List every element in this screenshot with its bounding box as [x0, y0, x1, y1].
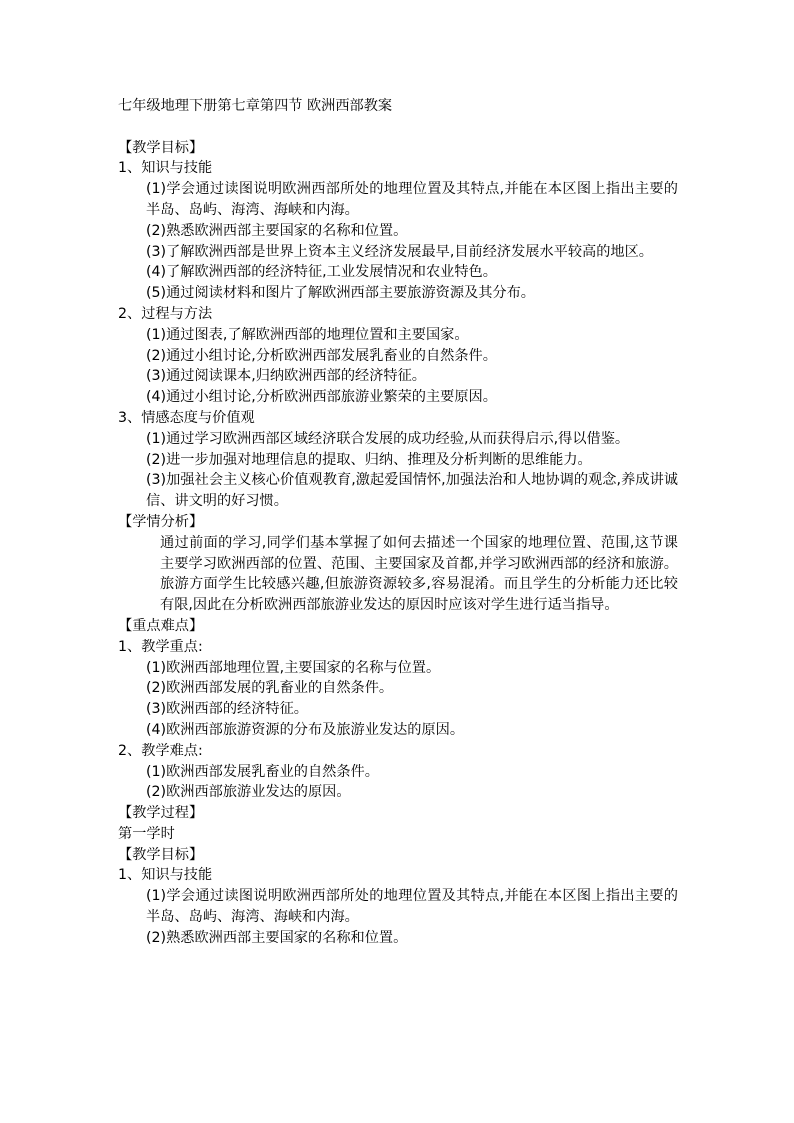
subheading-process-method: 2、过程与方法: [118, 305, 213, 322]
heading-teaching-goals: 【教学目标】: [118, 139, 204, 156]
difficult-point-item: (2)欧洲西部旅游业发达的原因。: [146, 784, 351, 801]
period-label: 第一学时: [118, 825, 175, 842]
goal-item: (3)了解欧洲西部是世界上资本主义经济发展最早,目前经济发展水平较高的地区。: [146, 243, 653, 260]
goal-item: (2)熟悉欧洲西部主要国家的名称和位置。: [146, 222, 408, 239]
goal-item: (2)熟悉欧洲西部主要国家的名称和位置。: [146, 929, 408, 946]
goal-item: (4)了解欧洲西部的经济特征,工业发展情况和农业特色。: [146, 264, 497, 281]
goal-item: (1)通过图表,了解欧洲西部的地理位置和主要国家。: [146, 326, 469, 343]
key-point-item: (3)欧洲西部的经济特征。: [146, 701, 308, 718]
subheading-emotion-values: 3、情感态度与价值观: [118, 409, 255, 426]
difficult-point-item: (1)欧洲西部发展乳畜业的自然条件。: [146, 763, 379, 780]
subheading-knowledge-skills: 1、知识与技能: [118, 160, 213, 177]
goal-item: (2)通过小组讨论,分析欧洲西部发展乳畜业的自然条件。: [146, 347, 497, 364]
heading-teaching-process: 【教学过程】: [118, 805, 204, 822]
heading-student-analysis: 【学情分析】: [118, 513, 204, 530]
document-page: [118, 96, 678, 949]
heading-teaching-goals-2: 【教学目标】: [118, 846, 204, 863]
goal-item: (4)通过小组讨论,分析欧洲西部旅游业繁荣的主要原因。: [146, 389, 497, 406]
goal-item: (1)学会通过读图说明欧洲西部所处的地理位置及其特点,并能在本区图上指出主要的半岛、岛屿、海湾、海峡和内海。: [146, 888, 678, 926]
subheading-knowledge-skills-2: 1、知识与技能: [118, 867, 213, 884]
goal-item: (1)学会通过读图说明欧洲西部所处的地理位置及其特点,并能在本区图上指出主要的半岛、岛屿、海湾、海峡和内海。: [146, 181, 678, 218]
goal-item: (1)通过学习欧洲西部区域经济联合发展的成功经验,从而获得启示,得以借鉴。: [146, 430, 630, 447]
goal-item: (2)进一步加强对地理信息的提取、归纳、推理及分析判断的思维能力。: [146, 451, 592, 468]
heading-key-difficulties: 【重点难点】: [118, 617, 204, 634]
goal-item: (3)加强社会主义核心价值观教育,激起爱国情怀,加强法治和人地协调的观念,养成讲诚信、讲文明的好习惯。: [146, 472, 678, 510]
key-point-item: (2)欧洲西部发展的乳畜业的自然条件。: [146, 680, 394, 697]
goal-item: (3)通过阅读课本,归纳欧洲西部的经济特征。: [146, 368, 426, 385]
subheading-difficult-points: 2、教学难点:: [118, 742, 203, 759]
key-point-item: (1)欧洲西部地理位置,主要国家的名称与位置。: [146, 659, 441, 676]
subheading-key-points: 1、教学重点:: [118, 638, 203, 655]
analysis-paragraph: 通过前面的学习,同学们基本掌握了如何去描述一个国家的地理位置、范围,这节课主要学习欧洲西部的位置、范围、主要国家及首都,并学习欧洲西部的经济和旅游。旅游方面学生比较感兴趣,但旅游资源较多,容易混淆。而且学生的分析能力还比较有限,因此在分析欧洲西部旅游业发达的原因时应该对学生进行适当指导。: [160, 534, 678, 614]
key-point-item: (4)欧洲西部旅游资源的分布及旅游业发达的原因。: [146, 721, 465, 738]
goal-item: (5)通过阅读材料和图片了解欧洲西部主要旅游资源及其分布。: [146, 285, 535, 302]
document-title: 七年级地理下册第七章第四节 欧洲西部教案: [118, 98, 393, 114]
